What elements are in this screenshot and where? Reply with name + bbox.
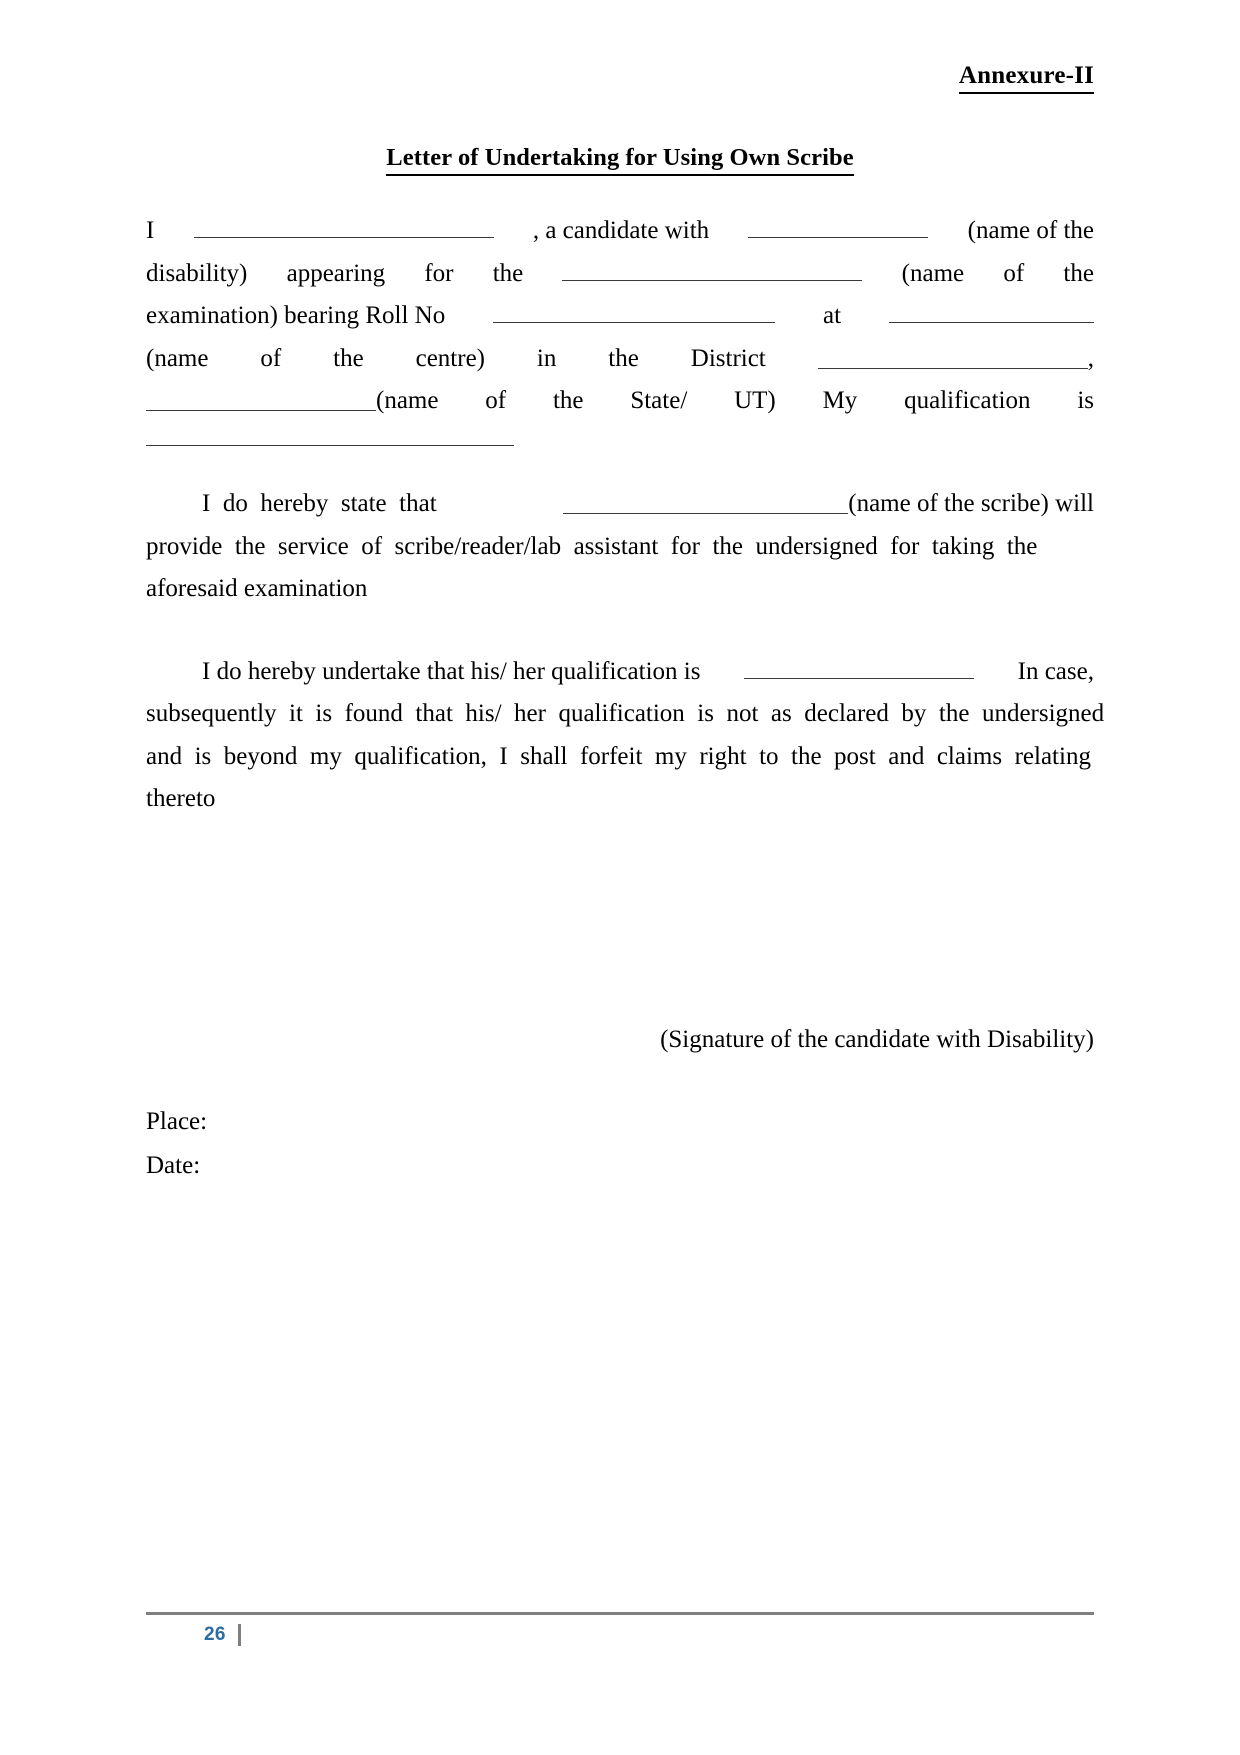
- blank-examination-name[interactable]: [562, 257, 862, 281]
- p1-l2-text-b: appearing: [286, 259, 386, 287]
- signature-caption: (Signature of the candidate with Disability): [660, 1026, 1094, 1053]
- p2-line-2: [146, 526, 1094, 569]
- p1-l5-text-g: qualification: [904, 387, 1031, 414]
- p1-line-3: [146, 295, 1094, 338]
- p1-l1-text-a: I: [146, 217, 155, 244]
- p1-l5-text-a: (name: [376, 387, 439, 414]
- paragraph-gap-1: [146, 443, 1094, 483]
- p2-line-1: [146, 483, 1094, 526]
- p1-l2-text-f: of: [1003, 259, 1025, 287]
- paragraph-candidate-details: [146, 210, 1094, 443]
- p1-line-5: [146, 380, 1094, 423]
- paragraph-qualification-undertaking: [146, 651, 1105, 821]
- page-title: Letter of Undertaking for Using Own Scribe: [386, 144, 853, 176]
- p2-l2-text: provide the service of scribe/reader/lab assistant for the undersigned for taking the: [146, 532, 1038, 560]
- p1-l4-district-group: [818, 338, 1094, 381]
- place-date-block: [146, 1100, 207, 1188]
- document-body: [146, 210, 1105, 821]
- blank-state-ut-name[interactable]: [146, 387, 376, 411]
- p1-l3-text-a: examination) bearing Roll No: [146, 302, 446, 329]
- p3-l2-text: subsequently it is found that his/ her qualification is not as declared by the undersigned: [146, 700, 1105, 728]
- p1-l5-text-e: UT): [734, 387, 776, 414]
- annexure-header: [0, 62, 1240, 94]
- p3-l3-text: and is beyond my qualification, I shall forfeit my right to the post and claims relating: [146, 742, 1091, 770]
- p1-l5-text-f: My: [822, 387, 858, 414]
- p1-line-2: [146, 253, 1094, 296]
- blank-disability-name[interactable]: [748, 214, 928, 238]
- p1-l1-text-c: (name of the: [967, 217, 1094, 244]
- blank-scribe-name[interactable]: [563, 491, 848, 515]
- paragraph-scribe-statement: [146, 483, 1094, 611]
- blank-district-name[interactable]: [818, 345, 1088, 369]
- blank-centre-name[interactable]: [889, 299, 1094, 323]
- footer-divider: [146, 1612, 1094, 1615]
- p3-l4-text: thereto: [146, 785, 216, 813]
- p2-l3-text: aforesaid examination: [146, 575, 368, 603]
- paragraph-gap-2: [146, 611, 1094, 651]
- p1-line-1: [146, 210, 1094, 253]
- p1-l5-text-c: the: [552, 387, 584, 414]
- place-label: Place:: [146, 1108, 208, 1135]
- date-label: Date:: [146, 1152, 201, 1179]
- blank-candidate-name[interactable]: [194, 214, 494, 238]
- p1-l2-text-e: (name: [901, 259, 965, 287]
- p2-line-3: [146, 568, 1094, 611]
- p1-l2-text-g: the: [1063, 259, 1094, 287]
- p1-l5-text-h: is: [1077, 387, 1094, 414]
- p1-l4-text-b: of: [260, 344, 282, 372]
- p2-l1-text-a: I do hereby state that: [202, 490, 437, 518]
- p2-l1-text-b: (name of the scribe) will: [848, 490, 1094, 518]
- page-number: 26: [204, 1624, 226, 1645]
- p1-l4-text-h: ,: [1087, 344, 1094, 372]
- p1-l2-text-a: disability): [146, 259, 248, 287]
- p1-l3-text-b: at: [823, 302, 842, 329]
- p1-l2-text-c: for: [424, 259, 454, 287]
- signature-block: [146, 1022, 1094, 1058]
- p1-l5-text-d: State/: [630, 387, 688, 414]
- p1-l5-text-b: of: [485, 387, 507, 414]
- p1-line-6: [146, 423, 1094, 444]
- p3-line-2: [146, 693, 1105, 736]
- annexure-label: Annexure-II: [959, 62, 1094, 94]
- p3-l1-text-a: I do hereby undertake that his/ her qualification is: [202, 657, 701, 685]
- p1-l1-text-b: , a candidate with: [532, 217, 710, 244]
- page-footer: [146, 1612, 1094, 1646]
- p1-line-4: [146, 338, 1094, 381]
- footer-page-wrap: [146, 1624, 1094, 1646]
- title-container: [0, 144, 1240, 176]
- p1-l4-text-d: centre): [415, 344, 485, 372]
- p2-l1-scribe-group: [563, 483, 1094, 526]
- blank-his-her-qualification[interactable]: [744, 655, 974, 679]
- p3-line-3: [146, 736, 1094, 779]
- p1-l4-text-g: District: [690, 344, 766, 372]
- blank-my-qualification[interactable]: [146, 423, 514, 447]
- p1-l4-text-a: (name: [146, 344, 209, 372]
- p1-l4-text-e: in: [536, 344, 557, 372]
- p1-l2-text-d: the: [492, 259, 524, 287]
- p1-l5-state-group: [146, 380, 438, 423]
- p3-l1-text-b: In case,: [1017, 657, 1094, 685]
- footer-tick-mark: [238, 1624, 241, 1646]
- p1-l4-text-f: the: [608, 344, 639, 372]
- p3-line-1: [146, 651, 1094, 694]
- p3-line-4: [146, 778, 1094, 821]
- blank-roll-number[interactable]: [493, 299, 775, 323]
- p1-l4-text-c: the: [333, 344, 364, 372]
